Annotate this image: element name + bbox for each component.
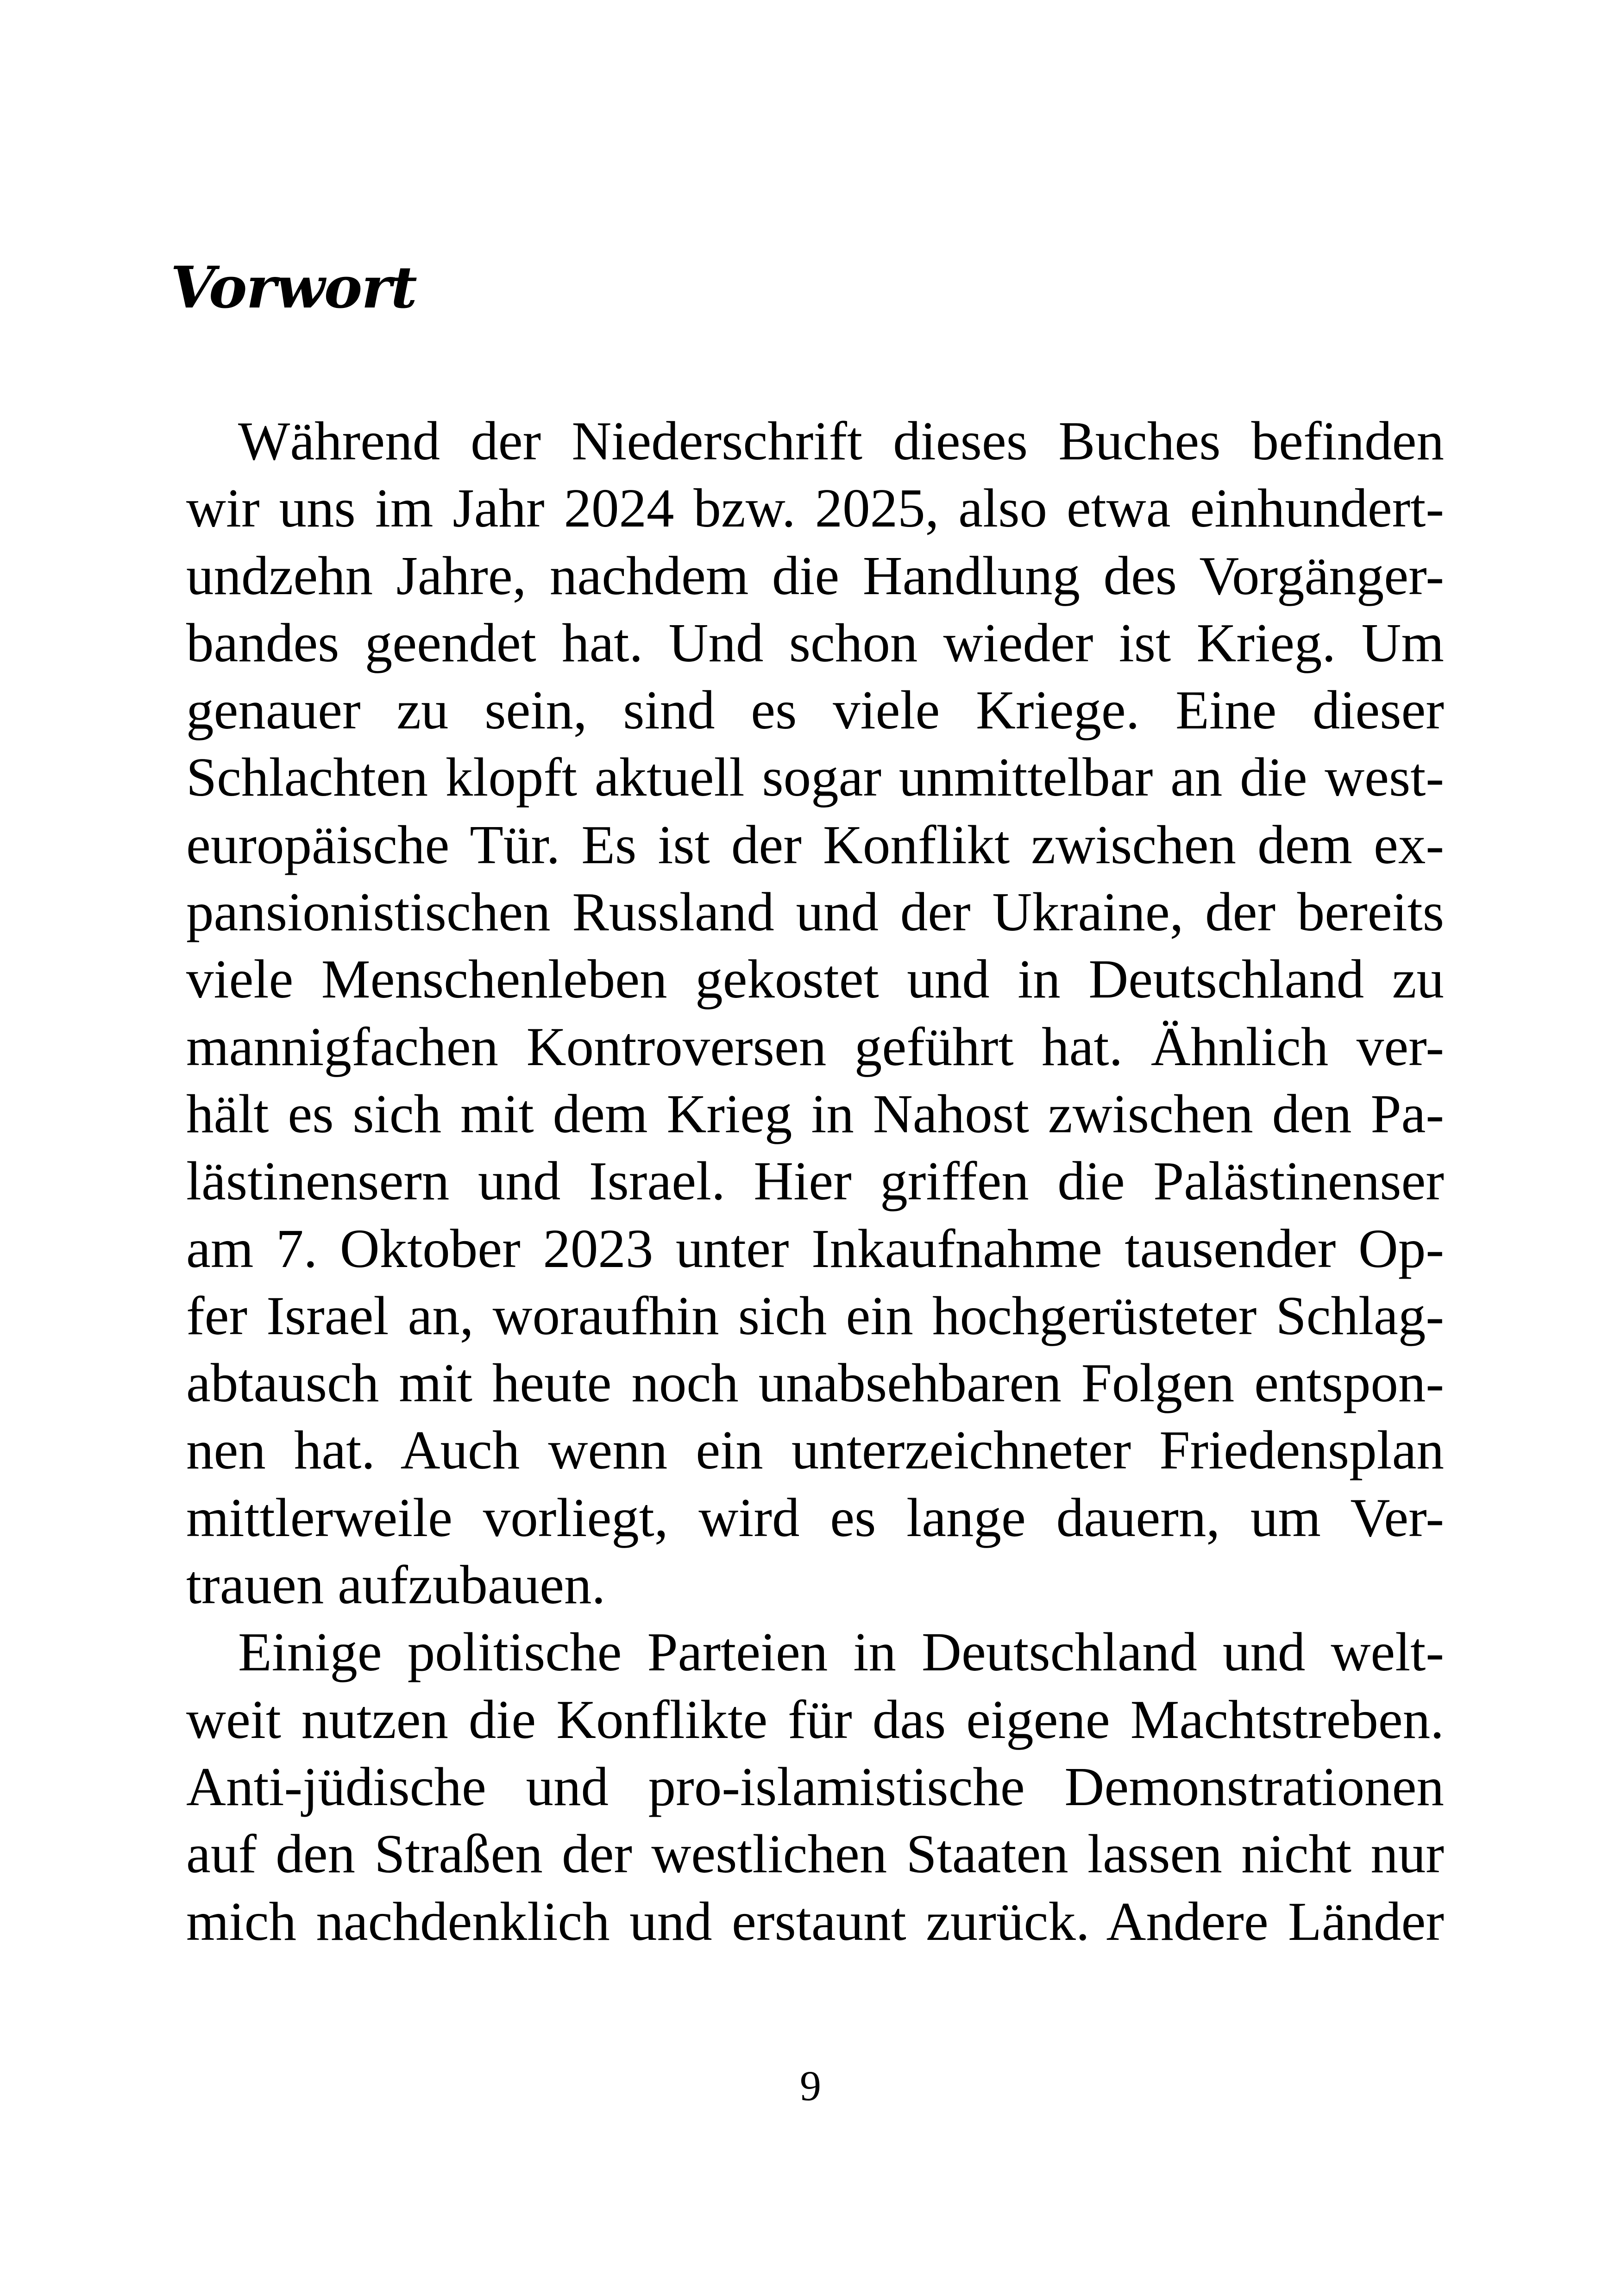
text-line: wir uns im Jahr 2024 bzw. 2025, also etwa einhundert- — [186, 477, 1444, 539]
text-line: genauer zu sein, sind es viele Kriege. Eine dieser — [186, 679, 1444, 741]
text-line: trauen aufzubauen. — [186, 1554, 606, 1616]
text-line: Während der Niederschrift dieses Buches befinden — [238, 410, 1444, 471]
text-line: abtausch mit heute noch unabsehbaren Folgen entspon- — [186, 1352, 1444, 1414]
text-line: Einige politische Parteien in Deutschland und welt- — [238, 1621, 1444, 1683]
text-line: undzehn Jahre, nachdem die Handlung des Vorgänger- — [186, 545, 1444, 606]
text-line: mittlerweile vorliegt, wird es lange dauern, um Ver- — [186, 1487, 1444, 1548]
text-line: auf den Straßen der westlichen Staaten lassen nicht nur — [186, 1823, 1444, 1885]
body-text — [186, 408, 1444, 1955]
text-line: pansionistischen Russland und der Ukraine, der bereits — [186, 881, 1444, 943]
chapter-heading: Vorwort — [170, 254, 416, 321]
text-line: mannigfachen Kontroversen geführt hat. Ähnlich ver- — [186, 1016, 1444, 1077]
text-line: nen hat. Auch wenn ein unterzeichneter Friedensplan — [186, 1419, 1444, 1481]
text-line: viele Menschenleben gekostet und in Deutschland zu — [186, 948, 1444, 1010]
text-line: fer Israel an, woraufhin sich ein hochgerüsteter Schlag- — [186, 1285, 1444, 1346]
text-line: lästinensern und Israel. Hier griffen die Palästinenser — [186, 1150, 1444, 1212]
text-line: europäische Tür. Es ist der Konflikt zwischen dem ex- — [186, 814, 1444, 875]
text-line: hält es sich mit dem Krieg in Nahost zwischen den Pa- — [186, 1083, 1444, 1144]
text-line: am 7. Oktober 2023 unter Inkaufnahme tausender Op- — [186, 1217, 1444, 1279]
text-line: weit nutzen die Konflikte für das eigene Machtstreben. — [186, 1688, 1444, 1750]
text-line: Schlachten klopft aktuell sogar unmittelbar an die west- — [186, 747, 1444, 808]
text-line: mich nachdenklich und erstaunt zurück. Andere Länder — [186, 1890, 1444, 1952]
text-line: bandes geendet hat. Und schon wieder ist Krieg. Um — [186, 612, 1444, 673]
page-number: 9 — [800, 2062, 821, 2109]
text-line: Anti-jüdische und pro-islamistische Demonstrationen — [186, 1756, 1444, 1817]
